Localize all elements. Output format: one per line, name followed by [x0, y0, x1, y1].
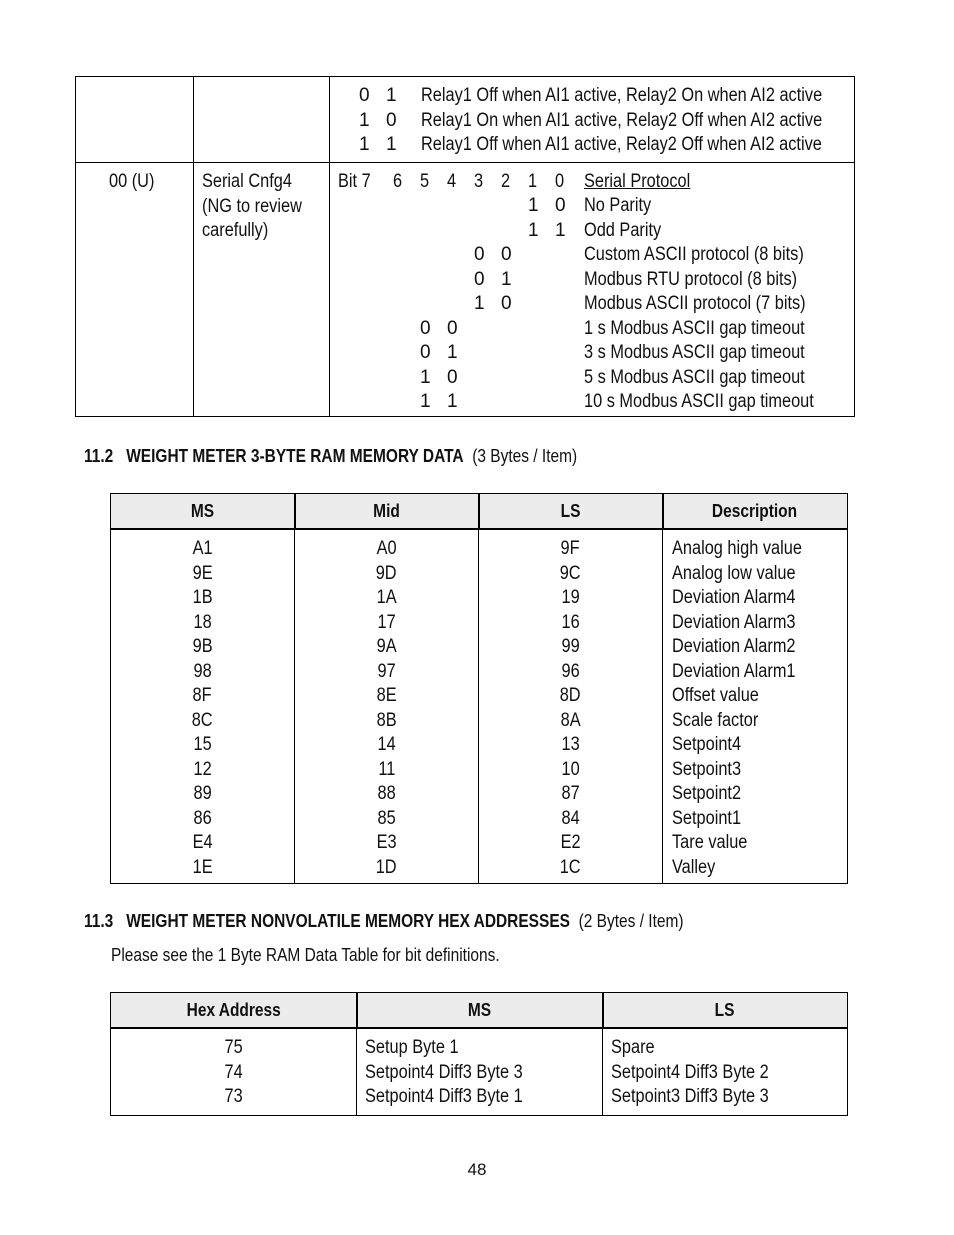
ls-value: 8A	[560, 709, 581, 731]
relay-description: Relay1 On when AI1 active, Relay2 Off when AI2 active	[421, 109, 823, 131]
mid-value: 9D	[376, 562, 397, 584]
ms-value: 9E	[192, 562, 213, 584]
bit-value: 0	[474, 268, 485, 290]
hex-address: 75	[224, 1037, 243, 1058]
section-11-3-heading: 11.3 WEIGHT METER NONVOLATILE MEMORY HEX ADDRESSES (2 Bytes / Item)	[84, 911, 684, 931]
bit-definition-table	[75, 76, 855, 417]
register-name-line: Serial Cnfg4	[202, 171, 292, 192]
description: Setpoint4	[672, 734, 742, 755]
bit7-label: Bit 7	[338, 171, 371, 192]
ms-value: 9B	[192, 636, 213, 657]
header-mid: Mid	[373, 501, 400, 521]
bit-index: 2	[501, 171, 511, 192]
ls-value: 8D	[560, 685, 581, 706]
section-11-3-intro: Please see the 1 Byte RAM Data Table for bit definitions.	[111, 945, 500, 965]
ls-value: 96	[561, 660, 580, 682]
relay-bit-values	[359, 84, 409, 158]
bit-value: 0	[386, 109, 397, 131]
ms-value: 89	[193, 783, 212, 804]
description: Scale factor	[672, 709, 759, 731]
bit-index: 4	[447, 171, 457, 192]
section-11-2-heading: 11.2 WEIGHT METER 3-BYTE RAM MEMORY DATA (3 Bytes / Item)	[84, 446, 578, 466]
relay-description: Relay1 Off when AI1 active, Relay2 Off when AI2 active	[421, 134, 822, 155]
ls-column	[479, 537, 662, 880]
bit-value: 0	[420, 317, 431, 339]
description: Analog low value	[672, 562, 796, 584]
ls-value: 10	[561, 758, 580, 780]
relay-descriptions	[421, 84, 861, 158]
header-description: Description	[712, 501, 798, 521]
bit-value: 0	[420, 342, 431, 363]
ms-value: Setpoint4 Diff3 Byte 1	[365, 1086, 523, 1107]
header-ms: MS	[190, 501, 215, 521]
protocol-option: No Parity	[584, 195, 652, 216]
header-ls: LS	[715, 1000, 735, 1020]
ls-value: 19	[561, 587, 580, 608]
ms-value: 1B	[192, 587, 213, 608]
ms-value: 8C	[192, 709, 213, 731]
ls-column	[611, 1036, 846, 1110]
bit-index: 0	[555, 171, 565, 192]
ls-value: 13	[561, 734, 580, 755]
bit-header-row	[76, 170, 856, 195]
bit-value: 0	[501, 244, 512, 265]
ls-value: 1C	[560, 856, 581, 878]
bit-index: 1	[528, 171, 538, 192]
ms-value: E4	[192, 832, 213, 853]
ram-3byte-table	[110, 493, 848, 884]
description: Setpoint3	[672, 758, 742, 780]
bit-value: 1	[420, 366, 431, 388]
protocol-option: 1 s Modbus ASCII gap timeout	[584, 317, 805, 339]
description: Valley	[672, 856, 716, 878]
bit-value: 1	[528, 219, 539, 241]
protocol-option: Modbus RTU protocol (8 bits)	[584, 268, 798, 290]
ms-value: 12	[193, 758, 212, 780]
bit-value: 0	[359, 85, 370, 106]
nonvolatile-address-table	[110, 992, 848, 1116]
mid-value: 17	[377, 611, 396, 633]
mid-value: 1A	[376, 587, 397, 608]
bit-value: 1	[386, 85, 397, 106]
ms-value: 98	[193, 660, 212, 682]
bit-value: 1	[528, 195, 539, 216]
ms-value: A1	[192, 538, 213, 559]
relay-description: Relay1 Off when AI1 active, Relay2 On when AI2 active	[421, 85, 823, 106]
bit-value: 1	[359, 109, 370, 131]
description: Analog high value	[672, 538, 802, 559]
bit-value: 1	[420, 391, 431, 412]
header-ms: MS	[467, 1000, 492, 1020]
mid-value: E3	[376, 832, 397, 853]
ms-value: 15	[193, 734, 212, 755]
description: Setpoint2	[672, 783, 742, 804]
ls-value: 9C	[560, 562, 581, 584]
mid-value: 88	[377, 783, 396, 804]
ms-value: 86	[193, 807, 212, 829]
bit-value: 1	[501, 268, 512, 290]
hex-address-column	[111, 1036, 356, 1110]
description: Deviation Alarm1	[672, 660, 796, 682]
serial-protocol-bits	[76, 194, 856, 415]
bit-value: 0	[447, 317, 458, 339]
protocol-option: 10 s Modbus ASCII gap timeout	[584, 391, 814, 412]
mid-value: 85	[377, 807, 396, 829]
bit-value: 1	[555, 219, 566, 241]
ms-value: Setpoint4 Diff3 Byte 3	[365, 1061, 523, 1083]
protocol-option: 3 s Modbus ASCII gap timeout	[584, 342, 805, 363]
mid-value: 9A	[376, 636, 397, 657]
ls-value: Spare	[611, 1037, 655, 1058]
hex-address: 73	[224, 1086, 243, 1107]
ls-value: 16	[561, 611, 580, 633]
bit-value: 0	[447, 366, 458, 388]
serial-protocol-heading: Serial Protocol	[584, 171, 691, 192]
description: Setpoint1	[672, 807, 742, 829]
header-hex-address: Hex Address	[186, 1000, 281, 1020]
ls-value: 84	[561, 807, 580, 829]
register-name-line: carefully)	[202, 220, 269, 241]
description: Offset value	[672, 685, 759, 706]
mid-value: A0	[376, 538, 397, 559]
bit-index: 6	[393, 171, 403, 192]
ls-value: Setpoint4 Diff3 Byte 2	[611, 1061, 769, 1083]
description: Deviation Alarm2	[672, 636, 796, 657]
register-code: 00 (U)	[109, 171, 155, 192]
mid-value: 14	[377, 734, 396, 755]
ls-value: 99	[561, 636, 580, 657]
ms-value: 18	[193, 611, 212, 633]
bit-index: 5	[420, 171, 430, 192]
bit-value: 0	[501, 293, 512, 314]
page-number: 48	[467, 1160, 487, 1179]
mid-value: 8B	[376, 709, 397, 731]
protocol-option: Odd Parity	[584, 219, 662, 241]
description-column	[672, 537, 847, 880]
ms-column	[111, 537, 294, 880]
description: Tare value	[672, 832, 748, 853]
ls-value: 9F	[560, 538, 581, 559]
bit-index: 3	[474, 171, 484, 192]
mid-value: 97	[377, 660, 396, 682]
ls-value: Setpoint3 Diff3 Byte 3	[611, 1086, 769, 1107]
register-name-line: (NG to review	[202, 195, 302, 217]
ms-value: Setup Byte 1	[365, 1037, 459, 1058]
header-ls: LS	[560, 501, 581, 521]
ls-value: E2	[560, 832, 581, 853]
bit-value: 1	[474, 293, 485, 314]
protocol-option: Custom ASCII protocol (8 bits)	[584, 244, 804, 265]
mid-value: 8E	[376, 685, 397, 706]
bit-value: 0	[555, 195, 566, 216]
description: Deviation Alarm3	[672, 611, 796, 633]
ms-value: 8F	[192, 685, 213, 706]
hex-address: 74	[224, 1061, 243, 1083]
protocol-option: 5 s Modbus ASCII gap timeout	[584, 366, 805, 388]
mid-column	[295, 537, 478, 880]
bit-value: 1	[447, 391, 458, 412]
bit-value: 1	[359, 134, 370, 155]
bit-value: 0	[474, 244, 485, 265]
description: Deviation Alarm4	[672, 587, 796, 608]
mid-value: 1D	[376, 856, 397, 878]
ls-value: 87	[561, 783, 580, 804]
bit-value: 1	[447, 342, 458, 363]
mid-value: 11	[378, 758, 395, 780]
protocol-option: Modbus ASCII protocol (7 bits)	[584, 293, 806, 314]
ms-value: 1E	[192, 856, 213, 878]
bit-value: 1	[386, 134, 397, 155]
ms-column	[365, 1036, 600, 1110]
